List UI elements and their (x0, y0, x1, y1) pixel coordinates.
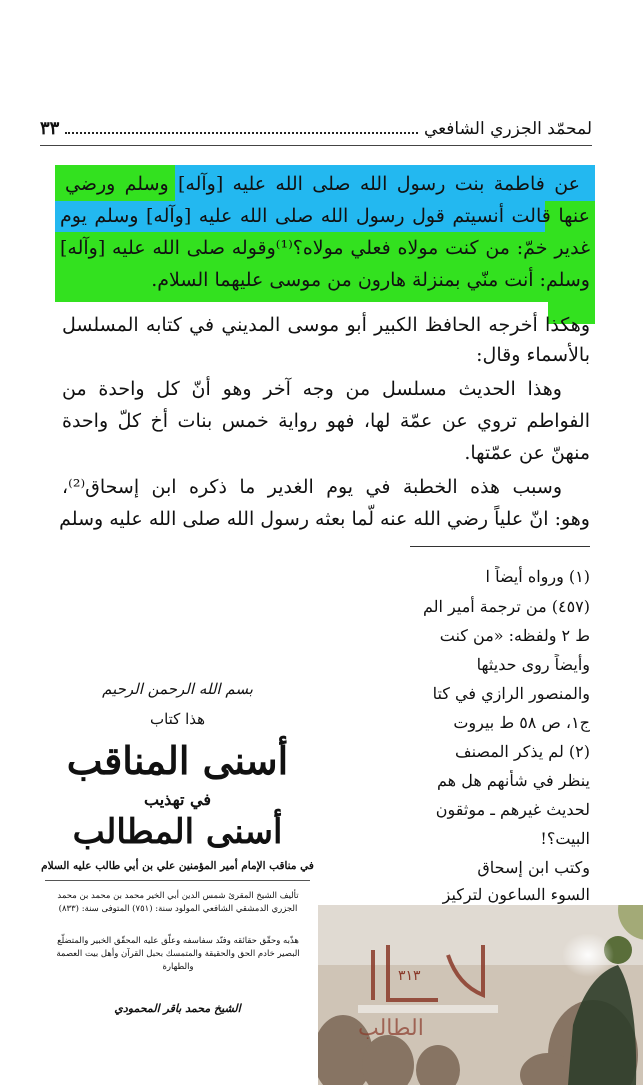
header-rule (40, 145, 592, 146)
footnote-line: ينظر في شأنهم هل هم (437, 771, 590, 790)
footnote-rule (410, 546, 590, 547)
body-line-8: الفواطم تروي عن عمّة لها، فهو رواية خمس بنات أخ كلّ واحدة (62, 410, 590, 432)
body-line-4: وسلم: أنت منّي بمنزلة هارون من موسى عليهما السلام. (151, 269, 590, 291)
artwork-scene (318, 905, 643, 1085)
decorative-artwork (318, 905, 643, 1085)
footnote-line: البيت؟! (540, 829, 590, 848)
footnote-line: والمنصور الرازي في كتا (432, 684, 590, 703)
body-line-11: وهو: انّ علياً رضي الله عنه لّما بعثه رسول الله صلى الله عليه وسلم (59, 508, 590, 530)
header-title: لمحمّد الجزري الشافعي (423, 119, 592, 139)
cover-rule (45, 880, 310, 881)
artwork-number: ٣١٣ (398, 968, 421, 984)
cover-title-main: أسنى المناقب (66, 738, 289, 783)
footnote-line: (٢) لم يذكر المصنف (455, 742, 590, 761)
footnote-line: وكتب ابن إسحاق (477, 858, 590, 877)
body-line-10: وسبب هذه الخطبة في يوم الغدير ما ذكره ابن إسحاق⁽²⁾، (62, 476, 562, 498)
header-leader-dots (65, 120, 418, 134)
body-line-3: غدير خمّ: من كنت مولاه فعلي مولاه؟⁽¹⁾وقوله صلى الله عليه [وآله] (60, 237, 590, 259)
body-line-1: عن فاطمة بنت رسول الله صلى الله عليه [وآله] وسلم ورضي (65, 173, 580, 195)
footnote-line: ج١، ص ٥٨ ط بيروت (453, 713, 590, 732)
body-line-2: عنها قالت أنسيتم قول رسول الله صلى الله عليه [وآله] وسلم يوم (60, 205, 590, 227)
body-line-6: بالأسماء وقال: (476, 344, 590, 366)
footnote-line: وأيضاً روى حديثها (476, 655, 590, 674)
cover-topic: في مناقب الإمام أمير المؤمنين علي بن أبي طالب عليه السلام (41, 860, 314, 872)
cover-editor: هذّبه وحقّق حقائقه وفنّد سفاسفه وعلّق عليه المحقّق الخبير والمتضلّع البصير خادم الحق والحقيقة والمتمسك بحبل القرآن وأهل بيت العصمة والطهارة (56, 936, 300, 972)
cover-connector: في تهذيب (144, 790, 211, 809)
running-header (40, 118, 592, 144)
page-number: ٣٣ (40, 118, 60, 139)
book-cover (25, 590, 330, 1085)
body-line-9: منهنّ عن عمّتها. (464, 442, 590, 464)
footnote-line: (٤٥٧) من ترجمة أمير الم (422, 597, 590, 616)
cover-intro: هذا كتاب (149, 710, 206, 728)
cover-author: تأليف الشيخ المقرئ شمس الدين أبي الخير محمد بن محمد بن محمد الجزري الدمشقي الشافعي المولود سنة: (٧٥١) المتوفى سنة: (٨٣٣) (57, 891, 299, 914)
footnote-line: لحديث غيرهم ـ موثقون (435, 800, 590, 819)
cover-title-second: أسنى المطالب (72, 812, 283, 852)
artwork-calligraphy: الطالب (358, 1016, 424, 1041)
footnote-line: السوء الساعون لتركيز (442, 885, 590, 904)
cover-basmala: بسم الله الرحمن الرحيم (102, 680, 253, 698)
cover-verifier: الشيخ محمد باقر المحمودي (114, 1002, 241, 1015)
footnote-line: ط ٢ ولفظه: «من كنت (439, 626, 590, 645)
body-line-7: وهذا الحديث مسلسل من وجه آخر وهو أنّ كل واحدة من (62, 378, 562, 400)
footnote-line: (١) ورواه أيضاً ا (485, 567, 590, 586)
body-line-5: وهكذا أخرجه الحافظ الكبير أبو موسى المديني في كتابه المسلسل (62, 314, 590, 336)
